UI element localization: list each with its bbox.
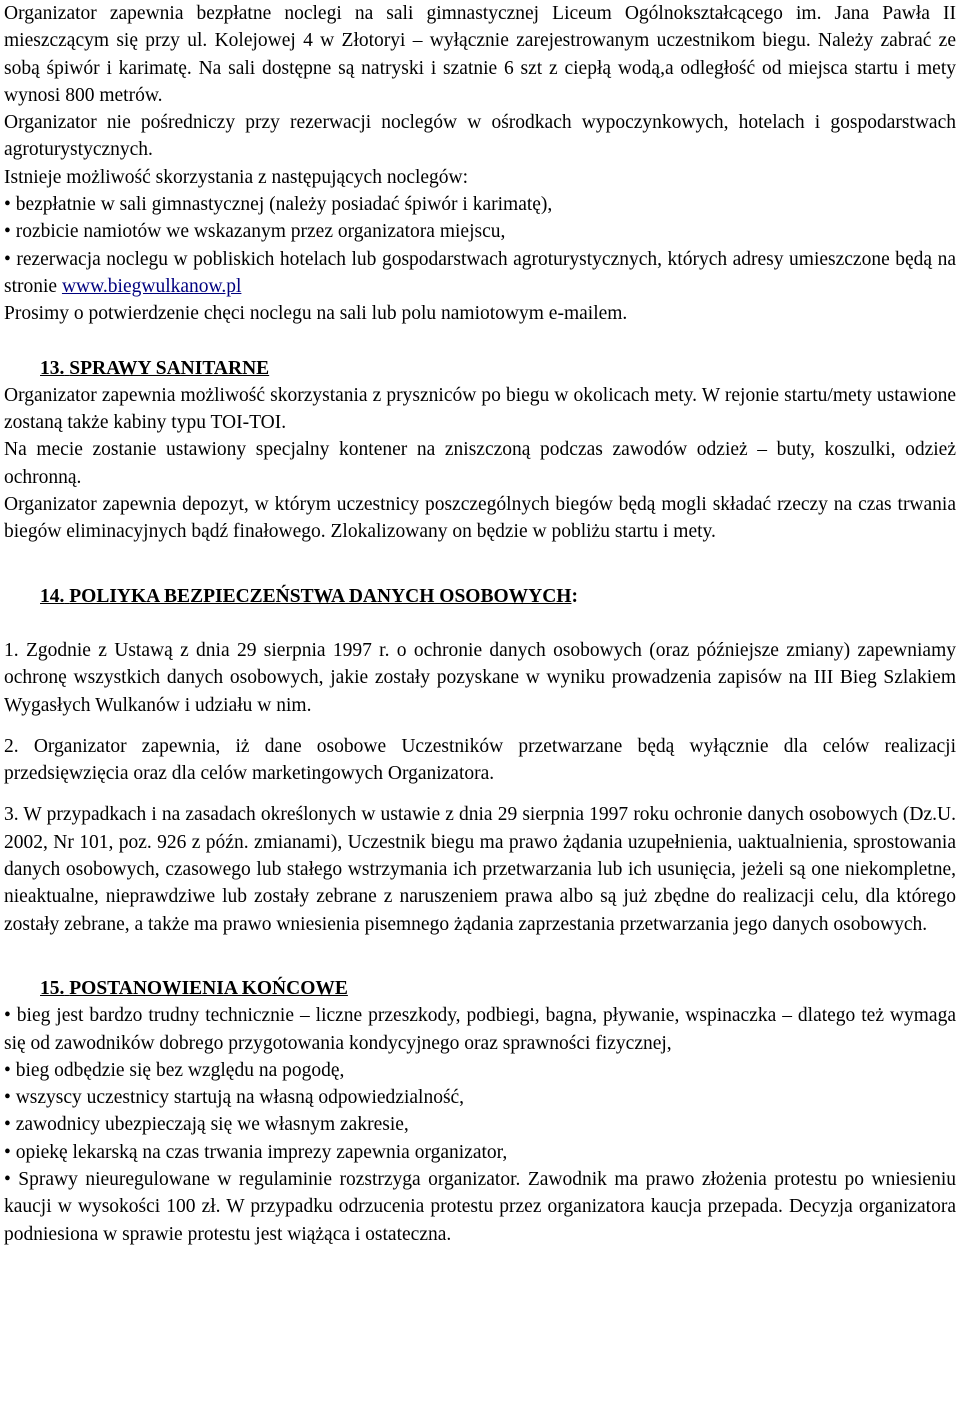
- privacy-point-1: 1. Zgodnie z Ustawą z dnia 29 sierpnia 1997 r. o ochronie danych osobowych (oraz późniejsze zmiany) zapewniamy ochronę wszystkich danych osobowych, jakie zostały pozyskane w wyniku prowadzenia zapisów na III Bieg Szlakiem Wygasłych Wulkanów i udziału w nim.: [4, 639, 956, 716]
- container-paragraph: Na mecie zostanie ustawiony specjalny kontener na zniszczoną podczas zawodów odzież – buty, koszulki, odzież ochronną.: [4, 439, 956, 488]
- sanitary-paragraph: Organizator zapewnia możliwość skorzystania z pryszniców po biegu w okolicach mety. W rejonie startu/mety ustawione zostaną także kabiny typu TOI-TOI.: [4, 384, 956, 434]
- list-item: • zawodnicy ubezpieczają się we własnym zakresie,: [4, 1114, 409, 1136]
- privacy-point-2: 2. Organizator zapewnia, iż dane osobowe Uczestników przetwarzane będą wyłącznie dla celów realizacji przedsięwzięcia oraz dla celów marketingowych Organizatora.: [4, 735, 956, 785]
- section-number: 13.: [40, 357, 65, 379]
- section-title: SPRAWY SANITARNE: [69, 357, 270, 379]
- section-title: POSTANOWIENIA KOŃCOWE: [69, 977, 348, 999]
- deposit-paragraph: Organizator zapewnia depozyt, w którym uczestnicy poszczególnych biegów będą mogli składać rzeczy na czas trwania biegów eliminacyjnych bądź finałowego. Zlokalizowany on będzie w pobliżu startu i mety.: [4, 494, 956, 543]
- section-heading-15: [4, 975, 956, 1002]
- website-link[interactable]: www.biegwulkanow.pl: [61, 275, 242, 297]
- list-item: • rozbicie namiotów we wskazanym przez organizatora miejscu,: [4, 221, 506, 243]
- list-item: • wszyscy uczestnicy startują na własną odpowiedzialność,: [4, 1087, 465, 1109]
- list-item: • Sprawy nieuregulowane w regulaminie rozstrzyga organizator. Zawodnik ma prawo złożenia protestu po wniesieniu kaucji w wysokości 100 zł. W przypadku odrzucenia protestu przez organizatora kaucja przepada. Decyzja organizatora podniesiona w sprawie protestu jest wiążąca i ostateczna.: [4, 1168, 956, 1245]
- confirmation-paragraph: Prosimy o potwierdzenie chęci noclegu na sali lub polu namiotowym e-mailem.: [4, 303, 628, 325]
- booking-note-paragraph: Organizator nie pośredniczy przy rezerwacji noclegów w ośrodkach wypoczynkowych, hotelach i gospodarstwach agroturystycznych.: [4, 112, 956, 161]
- privacy-point-3: 3. W przypadkach i na zasadach określonych w ustawie z dnia 29 sierpnia 1997 roku ochronie danych osobowych (Dz.U. 2002, Nr 101, poz. 926 z późn. zmianami), Uczestnik biegu ma prawo żądania uzupełnienia, uaktualnienia, sprostowania danych osobowych, czasowego lub stałego wstrzymania ich przetwarzania lub ich usunięcia, jeżeli są one niekompletne, nieaktualne, nieprawdziwe lub zostały zebrane z naruszeniem prawa albo są już zbędne do realizacji celu, dla którego zostały zebrane, a także ma prawo wniesienia pisemnego żądania zaprzestania przetwarzania jego danych osobowych.: [4, 804, 956, 935]
- list-item: • opiekę lekarską na czas trwania imprezy zapewnia organizator,: [4, 1141, 508, 1163]
- section-heading-14: [4, 583, 956, 610]
- list-item: • bezpłatnie w sali gimnastycznej (należy posiadać śpiwór i karimatę),: [4, 194, 553, 216]
- list-item: [4, 246, 956, 301]
- accommodation-options-intro: Istnieje możliwość skorzystania z następujących noclegów:: [4, 166, 469, 188]
- accommodation-paragraph: Organizator zapewnia bezpłatne noclegi na sali gimnastycznej Liceum Ogólnokształcącego im. Jana Pawła II mieszczącym się przy ul. Kolejowej 4 w Złotoryi – wyłącznie zarejestrowanym uczestnikom biegu. Należy zabrać ze sobą śpiwór i karimatę. Na sali dostępne są natryski i szatnie 6 szt z ciepłą wodą,a odległość od miejsca startu i mety wynosi 800 metrów.: [4, 3, 956, 106]
- list-item: • bieg jest bardzo trudny technicznie – liczne przeszkody, podbiegi, bagna, pływanie, wspinaczka – dlatego też wymaga się od zawodników dobrego przygotowania kondycyjnego oraz sprawności fizycznej,: [4, 1005, 956, 1054]
- section-number: 14.: [40, 585, 65, 607]
- section-heading-13: [4, 355, 956, 382]
- section-number: 15.: [40, 977, 65, 999]
- section-title: POLIYKA BEZPIECZEŃSTWA DANYCH OSOBOWYCH: [69, 585, 572, 607]
- list-item-text: • rezerwacja noclegu w pobliskich hotelach lub gospodarstwach agroturystycznych, których adresy umieszczone będą na stronie: [4, 248, 956, 297]
- list-item: • bieg odbędzie się bez względu na pogodę,: [4, 1059, 345, 1081]
- heading-colon: :: [571, 585, 578, 607]
